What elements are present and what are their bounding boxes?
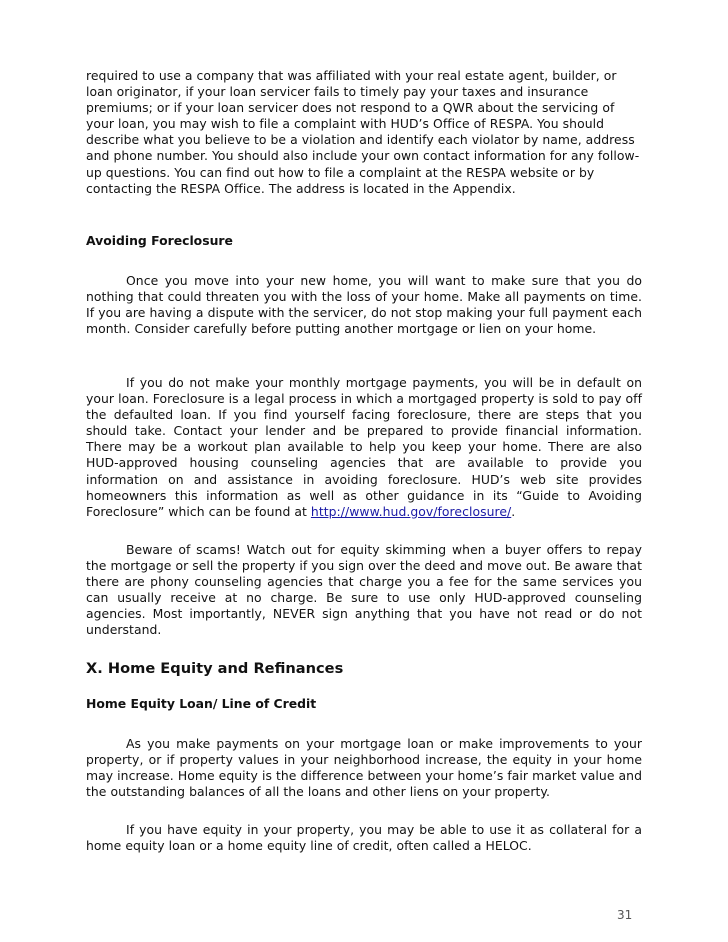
page-number: 31 bbox=[617, 908, 633, 922]
beware-of-scams-paragraph: Beware of scams! Watch out for equity skimming when a buyer offers to repay the mortgage or sell the property if you sign over the deed and move out. Be aware that there are phony counseling agencies that charge you a fee for the same services you can usually receive at no charge. Be sure to use only HUD-approved counseling agencies. Most importantly, NEVER sign anything that you have not read or do not understand. bbox=[86, 542, 642, 638]
avoiding-foreclosure-paragraph-2 bbox=[86, 375, 642, 520]
hud-foreclosure-link[interactable]: http://www.hud.gov/foreclosure/ bbox=[310, 503, 512, 519]
paragraph-end-period: . bbox=[511, 503, 516, 519]
home-equity-paragraph-2: If you have equity in your property, you may be able to use it as collateral for a home equity loan or a home equity line of credit, often called a HELOC. bbox=[86, 822, 642, 854]
home-equity-paragraph-1: As you make payments on your mortgage loan or make improvements to your property, or if property values in your neighborhood increase, the equity in your home may increase. Home equity is the difference between your home’s fair market value and the outstanding balances of all the loans and other liens on your property. bbox=[86, 736, 642, 800]
respa-complaint-paragraph: required to use a company that was affiliated with your real estate agent, builder, or loan originator, if your loan servicer fails to timely pay your taxes and insurance premiums; or if your loan servicer does not respond to a QWR about the servicing of your loan, you may wish to file a complaint with HUD’s Office of RESPA. You should describe what you believe to be a violation and identify each violator by name, address and phone number. You should also include your own contact information for any follow-up questions. You can find out how to file a complaint at the RESPA website or by contacting the RESPA Office. The address is located in the Appendix. bbox=[86, 68, 640, 196]
home-equity-loan-heading: Home Equity Loan/ Line of Credit bbox=[86, 696, 317, 711]
default-explanation-text: If you do not make your monthly mortgage payments, you will be in default on your loan. Foreclosure is a legal process in which a mortgaged property is sold to pay off the defaulted loan. If you find yourself facing foreclosure, there are steps that you should take. Contact your lender and be prepared to provide financial information. There may be a workout plan available to help you keep your home. There are also HUD-approved housing counseling agencies that are available to provide you information on and assistance in avoiding foreclosure. HUD’s web site provides homeowners this information as well as other guidance in its “Guide to Avoiding Foreclosure” which can be found at bbox=[86, 375, 642, 519]
avoiding-foreclosure-paragraph-1: Once you move into your new home, you will want to make sure that you do nothing that could threaten you with the loss of your home. Make all payments on time. If you are having a dispute with the servicer, do not stop making your full payment each month. Consider carefully before putting another mortgage or lien on your home. bbox=[86, 273, 642, 337]
section-x-heading: X. Home Equity and Refinances bbox=[86, 660, 344, 677]
avoiding-foreclosure-heading: Avoiding Foreclosure bbox=[86, 233, 233, 248]
